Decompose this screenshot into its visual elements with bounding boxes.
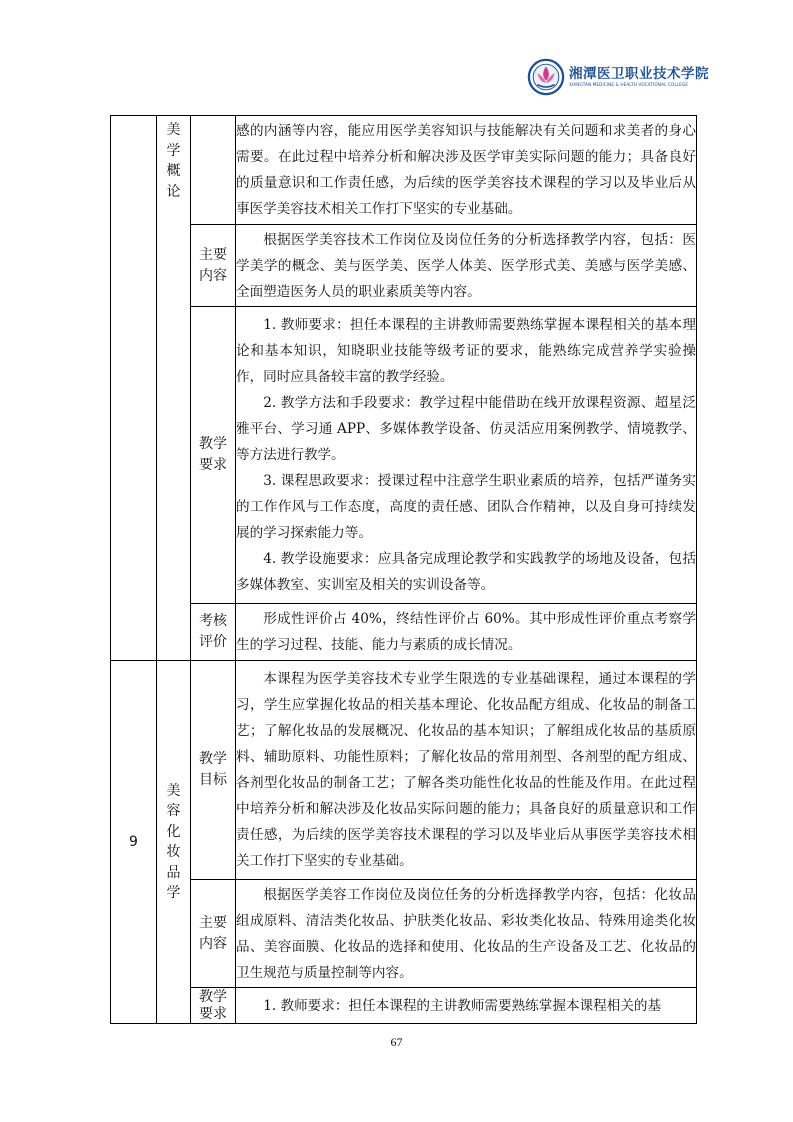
- row-label-cell: [191, 880, 236, 988]
- row-label-cell: [191, 116, 236, 225]
- assessment-label: 考核评价: [199, 613, 227, 650]
- table-row: [111, 307, 697, 604]
- requirement-item: 1. 教师要求：担任本课程的主讲教师需要熟练掌握本课程相关的基本理论和基本知识，知晓职业技能等级考证的要求，能熟练完成营养学实验操作，同时应具备较丰富的教学经验。: [236, 317, 696, 385]
- objective-text: 感的内涵等内容，能应用医学美容知识与技能解决有关问题和求美者的身心需要。在此过程中培养分析和解决涉及医学审美实际问题的能力；具备良好的质量意识和工作责任感，为后续的医学美容技术课程的学习以及毕业后从事医学美容技术相关工作打下坚实的专业基础。: [236, 123, 696, 217]
- content-label: 主要内容: [199, 246, 227, 284]
- requirements-label: 教学要求: [199, 988, 227, 1022]
- row-label-cell: [191, 988, 236, 1024]
- requirements-label: 教学要求: [199, 436, 227, 473]
- assessment-text: 形成性评价占 40%，终结性评价占 60%。其中形成性评价重点考察学生的学习过程、技能、能力与素质的成长情况。: [236, 611, 696, 653]
- course-name: 美容化妆品学: [166, 782, 181, 901]
- row-label-cell: [191, 307, 236, 604]
- course-name-cell: [157, 661, 191, 1024]
- course-table: [110, 115, 697, 1024]
- assessment-cell: [236, 604, 697, 661]
- logo-college-english-name: XIANGTAN MEDICINE & HEALTH VOCATIONAL COLLEGE: [569, 82, 689, 87]
- requirement-item: 4. 教学设施要求：应具备完成理论教学和实践教学的场地及设备，包括多媒体教室、实训室及相关的实训设备等。: [236, 551, 696, 593]
- college-emblem-icon: [527, 58, 565, 96]
- table-row: [111, 225, 697, 307]
- table-row: [111, 988, 697, 1024]
- content-cell: [236, 880, 697, 988]
- table-row: [111, 116, 697, 225]
- content-label: 主要内容: [199, 914, 227, 952]
- course-name-cell: [157, 116, 191, 661]
- objective-content-cell: [236, 661, 697, 880]
- college-logo: [527, 57, 709, 97]
- page-number: 67: [390, 1035, 403, 1049]
- row-label-cell: [191, 604, 236, 661]
- row-label-cell: [191, 661, 236, 880]
- objective-label: 教学目标: [199, 751, 227, 788]
- course-number-cell: [111, 661, 157, 1024]
- content-text: 根据医学美容工作岗位及岗位任务的分析选择教学内容，包括：化妆品组成原料、清洁类化妆品、护肤类化妆品、彩妆类化妆品、特殊用途类化妆品、美容面膜、化妆品的选择和使用、化妆品的生产设备及工艺、化妆品的卫生规范与质量控制等内容。: [236, 886, 696, 981]
- objective-content-cell: [236, 116, 697, 225]
- requirement-item: 2. 教学方法和手段要求：教学过程中能借助在线开放课程资源、超星泛雅平台、学习通 APP、多媒体教学设备、仿灵活应用案例教学、情境教学、等方法进行教学。: [236, 395, 696, 463]
- course-name: 美学概论: [166, 122, 181, 200]
- requirement-item: 1. 教师要求：担任本课程的主讲教师需要熟练掌握本课程相关的基: [263, 997, 662, 1014]
- table-row: [111, 604, 697, 661]
- course-number-cell: [111, 116, 157, 661]
- requirements-cell: [236, 988, 697, 1024]
- table-row: [111, 880, 697, 988]
- course-number: 9: [129, 834, 138, 850]
- content-text: 根据医学美容技术工作岗位及岗位任务的分析选择教学内容，包括：医学美学的概念、美与医学美、医学人体美、医学形式美、美感与医学美感、全面塑造医务人员的职业素质美等内容。: [236, 231, 696, 300]
- row-label-cell: [191, 225, 236, 307]
- requirements-cell: [236, 307, 697, 604]
- content-cell: [236, 225, 697, 307]
- table-row: [111, 661, 697, 880]
- objective-text: 本课程为医学美容技术专业学生限选的专业基础课程，通过本课程的学习，学生应掌握化妆品的相关基本理论、化妆品配方组成、化妆品的制备工艺；了解化妆品的发展概况、化妆品的基本知识；了解组成化妆品的基质原料、辅助原料、功能性原料；了解化妆品的常用剂型、各剂型的配方组成、各剂型化妆品的制备工艺；了解各类功能性化妆品的性能及作用。在此过程中培养分析和解决涉及化妆品实际问题的能力；具备良好的质量意识和工作责任感，为后续的医学美容技术课程的学习以及毕业后从事医学美容技术相关工作打下坚实的专业基础。: [236, 671, 696, 869]
- requirement-item: 3. 课程思政要求：授课过程中注意学生职业素质的培养，包括严谨务实的工作作风与工作态度，高度的责任感、团队合作精神，以及自身可持续发展的学习探索能力等。: [236, 473, 696, 541]
- logo-college-name: 湘潭医卫职业技术学院: [569, 66, 709, 82]
